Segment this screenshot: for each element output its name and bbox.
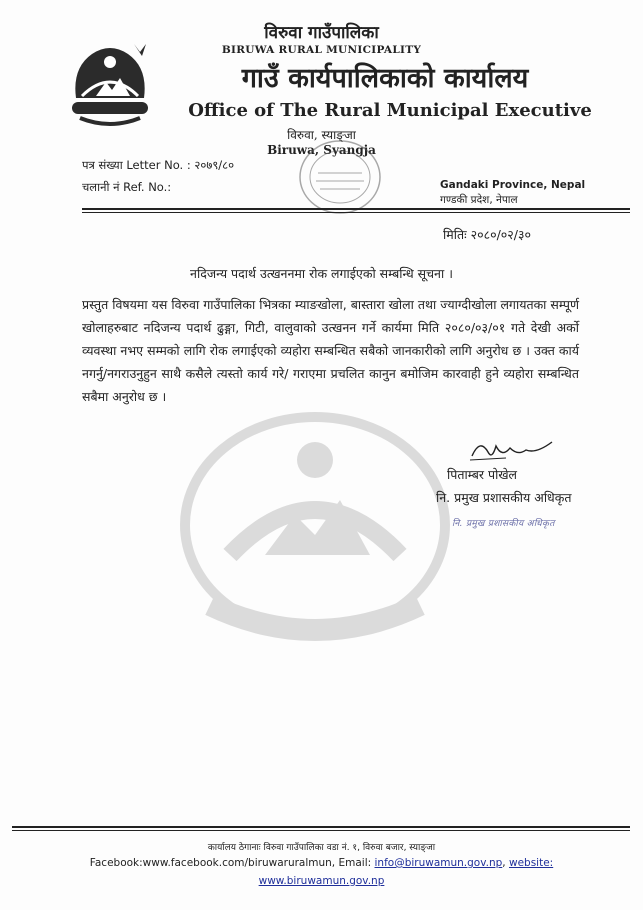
signatory-name: पिताम्बर पोखेल xyxy=(447,467,518,482)
footer-email-link[interactable]: info@biruwamun.gov.np xyxy=(374,857,503,869)
letter-number: पत्र संख्या Letter No. : २०७९/८० xyxy=(82,158,235,172)
municipality-name-np: विरुवा गाउँपालिका xyxy=(264,23,379,43)
notice-subject: नदिजन्य पदार्थ उत्खननमा रोक लगाईएको सम्बन्धि सूचना । xyxy=(190,266,453,281)
reference-number: चलानी नं Ref. No.: xyxy=(82,180,172,194)
signatory-stamp: नि. प्रमुख प्रशासकीय अधिकृत xyxy=(452,519,555,529)
address-np: विरुवा, स्याङ्‌जा xyxy=(287,128,356,142)
office-stamp-icon xyxy=(294,135,386,219)
footer-divider-thin xyxy=(12,830,630,831)
signatory-title: नि. प्रमुख प्रशासकीय अधिकृत xyxy=(436,490,572,505)
province-en: Gandaki Province, Nepal xyxy=(440,179,586,191)
footer-divider xyxy=(12,826,630,828)
footer-website-label: website: xyxy=(508,857,554,869)
footer-contact xyxy=(0,857,643,869)
notice-body: प्रस्तुत विषयमा यस विरुवा गाउँपालिका भित्रका म्याङखोला, बास्तारा खोला तथा ज्याग्दीखोला लगायतका सम्पूर्ण खोलाहरुबाट नदिजन्य पदार्थ ढुङ्गा, गिटी, वालुवाको उत्खनन गर्ने कार्यमा मिति २०८०/०३/०१ गते देखी अर्को व्यवस्था नभए सम्मको लागि रोक लगाईएको व्यहोरा सम्बन्धित सबैको जानकारीको लागि अनुरोध छ । उक्त कार्य नगर्नु/नगराउनुहुन साथै कसैले त्यस्तो कार्य गरे/ गराएमा प्रचलित कानुन बमोजिम कारवाही हुने व्यहोरा सम्बन्धित सबैमा अनुरोध छ । xyxy=(82,297,579,404)
letter-date: मितिः २०८०/०२/३० xyxy=(443,227,531,242)
header-divider-thin xyxy=(82,212,630,213)
address-en: Biruwa, Syangja xyxy=(267,143,376,157)
office-title-en: Office of The Rural Municipal Executive xyxy=(188,100,592,121)
office-title-np: गाउँ कार्यपालिकाको कार्यालय xyxy=(241,63,529,94)
footer-separator: , xyxy=(502,857,509,869)
municipality-name-en: BIRUWA RURAL MUNICIPALITY xyxy=(221,44,422,56)
province-np: गण्डकी प्रदेश, नेपाल xyxy=(440,194,518,206)
signature-icon xyxy=(466,434,556,464)
footer-website-link[interactable]: www.biruwamun.gov.np xyxy=(258,875,385,887)
footer-facebook: Facebook:www.facebook.com/biruwaruralmun, Email: xyxy=(89,857,375,869)
header-divider xyxy=(82,208,630,210)
footer-website xyxy=(0,875,643,887)
watermark-emblem-icon xyxy=(170,405,460,645)
footer-address: कार्यालय ठेगानाः विरुवा गाउँपालिका वडा नं. १, विरुवा बजार, स्याङ्‌जा xyxy=(207,843,436,853)
